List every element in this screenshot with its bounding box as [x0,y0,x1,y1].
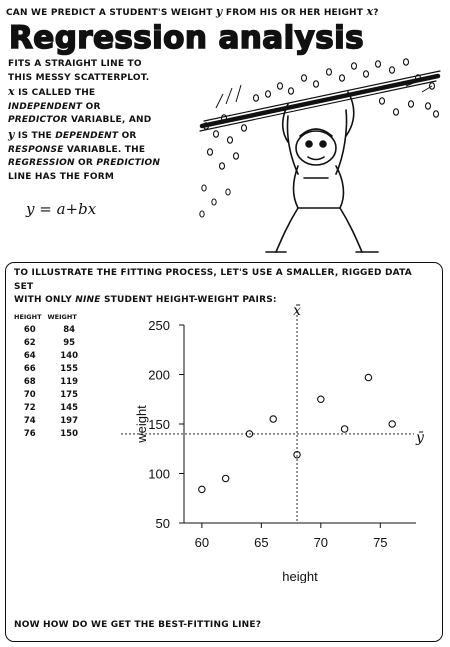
table-row [14,336,83,349]
y-tick-label: 150 [148,417,170,432]
question-y-var: y [215,5,223,18]
cell-weight: 84 [63,324,76,335]
y-tick-label: 50 [155,516,170,531]
intro-text-fragment: OR [74,158,97,169]
term-prediction: PREDICTION [96,158,161,169]
intro-text-fragment: IS CALLED THE [14,88,96,99]
question-x-var: x [366,5,374,18]
regression-formula: y = a+bx [26,200,97,218]
intro-line: FITS A STRAIGHT LINE TO [8,59,142,69]
cell-height: 62 [23,337,36,348]
intro-line [8,85,198,101]
top-question [6,5,446,21]
y-axis-label: weight [134,405,149,443]
term-regression: REGRESSION [8,158,75,169]
intro-text-fragment: OR [118,130,137,141]
y-var: y [8,127,15,141]
intro-line [8,128,198,144]
figure-box [5,262,443,642]
cell-height: 60 [23,324,36,335]
figure-caption [14,267,434,308]
question-mid: FROM HIS OR HER HEIGHT [222,8,367,18]
term-independent: INDEPENDENT [8,101,83,112]
intro-line [8,157,198,171]
data-point [318,396,324,402]
data-point [365,374,371,380]
question-pre: CAN WE PREDICT A STUDENT'S WEIGHT [6,8,216,18]
term-nine: NINE [75,295,101,306]
cell-weight: 155 [60,363,79,374]
cell-weight: 150 [60,428,79,439]
cell-weight: 197 [60,415,79,426]
caption-line: TO ILLUSTRATE THE FITTING PROCESS, LET'S USE A SMALLER, RIGGED DATA SET [14,268,412,292]
intro-line: THIS MESSY SCATTERPLOT. [8,72,150,83]
data-point [341,426,347,432]
intro-text-fragment: VARIABLE. THE [63,144,146,155]
mean-y-label: ȳ [416,429,424,446]
bottom-question: NOW HOW DO WE GET THE BEST-FITTING LINE? [14,620,262,630]
table-row [14,349,83,362]
intro-line: LINE HAS THE FORM [8,171,115,182]
question-end: ? [373,8,379,18]
table-row [14,323,83,336]
y-tick-label: 200 [148,367,170,383]
intro-text-fragment: OR [82,101,101,112]
col-header-height: HEIGHT [14,313,42,321]
height-weight-table [14,313,83,440]
cell-weight: 140 [60,350,79,361]
table-row [14,375,83,388]
cell-weight: 119 [60,376,79,387]
term-predictor: PREDICTOR [8,115,68,126]
intro-line [8,101,198,115]
cell-weight: 95 [63,337,76,348]
cell-height: 68 [23,376,36,387]
small-scatter-dots [200,185,230,217]
x-tick-label: 60 [194,535,210,550]
x-var: x [8,85,15,99]
cell-height: 72 [23,402,36,413]
mean-x-label: x̄ [293,303,301,319]
scatter-plot [116,303,426,583]
cell-height: 66 [23,363,36,374]
data-point [222,475,228,481]
term-response: RESPONSE [8,144,64,155]
cell-height: 76 [23,428,36,439]
x-axis-label: height [282,569,318,583]
intro-text-fragment: VARIABLE, AND [67,115,152,126]
person-figure [266,92,378,252]
data-point [270,416,276,422]
intro-text-fragment: IS THE [14,130,56,141]
table-header-row [14,313,83,323]
table-row [14,362,83,375]
table-row [14,414,83,427]
term-dependent: DEPENDENT [55,130,119,141]
cartoon-illustration [196,56,446,261]
x-tick-label: 75 [373,535,388,550]
table-row [14,388,83,401]
data-point [389,421,395,427]
cell-weight: 175 [60,389,79,400]
cell-height: 74 [23,415,36,426]
cell-weight: 145 [60,402,79,413]
col-header-weight: WEIGHT [47,313,77,321]
x-tick-label: 70 [313,535,329,550]
caption-fragment: STUDENT HEIGHT-WEIGHT PAIRS: [100,295,277,306]
data-point [199,486,205,492]
intro-line [8,144,198,158]
cell-height: 70 [23,389,36,400]
table-row [14,427,83,440]
table-row [14,401,83,414]
intro-text [8,58,198,184]
y-tick-label: 100 [148,466,170,482]
intro-line [8,114,198,128]
x-tick-label: 65 [254,535,269,550]
page-title: Regression analysis [9,20,364,56]
caption-fragment: WITH ONLY [14,295,76,306]
cell-height: 64 [23,350,36,361]
y-tick-label: 250 [148,318,170,333]
